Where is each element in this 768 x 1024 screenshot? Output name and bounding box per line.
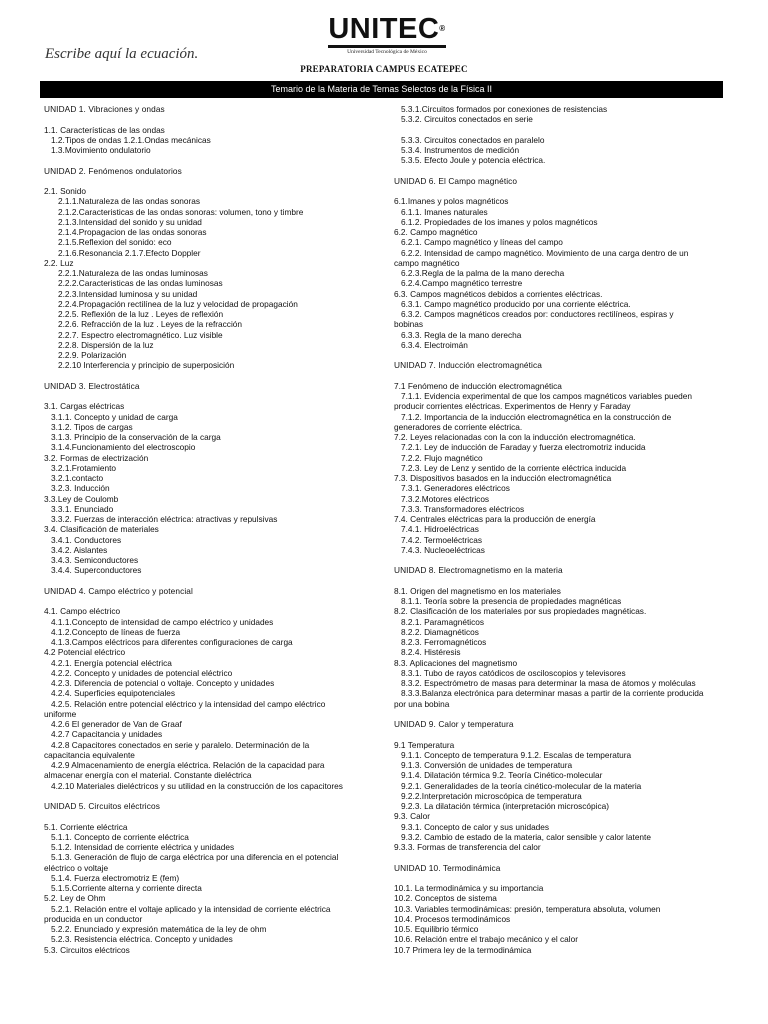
topic-line: 9.1 Temperatura — [394, 739, 455, 750]
topic-line: 9.1.3. Conversión de unidades de temperatura — [401, 760, 573, 770]
line-spacer — [44, 155, 389, 165]
topic-line: 7.3.1. Generadores eléctricos — [401, 483, 510, 494]
topic-line: 7.4. Centrales eléctricas para la producción de energía — [394, 514, 596, 524]
line-spacer — [394, 125, 734, 135]
topic-line: 6.2.4.Campo magnético terrestre — [401, 278, 523, 289]
topic-line: 6.1.1. Imanes naturales — [401, 206, 488, 217]
topic-line: 4.1.1.Concepto de intensidad de campo eléctrico y unidades — [51, 616, 274, 627]
line-spacer — [44, 371, 389, 381]
topic-line: 6.1.Imanes y polos magnéticos — [394, 196, 509, 207]
line-spacer — [44, 176, 389, 186]
unitec-logo — [318, 14, 456, 56]
unit-heading: UNIDAD 9. Calor y temperatura — [394, 719, 514, 729]
topic-line: 4.2.1. Energía potencial eléctrica — [51, 657, 172, 668]
topic-line: 2.2.5. Reflexión de la luz . Leyes de reflexión — [58, 309, 224, 319]
topic-line: 4.1.3.Campos eléctricos para diferentes configuraciones de carga — [51, 637, 293, 647]
topic-line: 3.1.4.Funcionamiento del electroscopio — [51, 442, 196, 453]
topic-line: 10.5. Equilibrio térmico — [394, 924, 479, 934]
topic-line: 2.2.10 Interferencia y principio de superposición — [58, 360, 235, 371]
topic-line: 7.2.2. Flujo magnético — [401, 452, 483, 463]
topic-line: 7.4.2. Termoeléctricas — [401, 534, 483, 545]
topic-line: 4.2.4. Superficies equipotenciales — [51, 688, 176, 699]
line-spacer — [394, 555, 734, 565]
topic-line: 2.1. Sonido — [44, 186, 86, 196]
topic-line: 9.3.1. Concepto de calor y sus unidades — [401, 821, 550, 832]
topic-line: generadores de corriente eléctrica. — [394, 421, 523, 432]
topic-line: 3.3.1. Enunciado — [51, 503, 114, 514]
topic-line: 2.1.5.Reflexion del sonido: eco — [58, 237, 172, 248]
topic-line: 6.2.3.Regla de la palma de la mano derecha — [401, 268, 565, 278]
topic-line: 5.1. Corriente eléctrica — [44, 821, 128, 832]
topic-line: 5.1.4. Fuerza electromotriz E (fem) — [51, 872, 180, 883]
topic-line: 3.1.3. Principio de la conservación de la carga — [51, 432, 221, 442]
topic-line: 1.1. Características de las ondas — [44, 124, 165, 135]
topic-line: 3.1.1. Concepto y unidad de carga — [51, 411, 178, 422]
topic-line: 9.1.4. Dilatación térmica 9.2. Teoría Cinético-molecular — [401, 770, 603, 781]
unit-heading: UNIDAD 1. Vibraciones y ondas — [44, 104, 165, 114]
topic-line: 5.2.1. Relación entre el voltaje aplicado y la intensidad de corriente eléctrica — [51, 903, 331, 914]
topic-line: 5.1.5.Corriente alterna y corriente directa — [51, 883, 202, 893]
topic-line: 9.3.3. Formas de transferencia del calor — [394, 842, 541, 852]
topic-line: 7.1.1. Evidencia experimental de que los campos magnéticos variables pueden — [401, 391, 693, 401]
topic-line: 2.2.4.Propagación rectilínea de la luz y velocidad de propagación — [58, 298, 298, 309]
topic-line: 4.1. Campo eléctrico — [44, 606, 121, 617]
topic-line: 2.2.7. Espectro electromagnético. Luz visible — [58, 329, 223, 340]
line-spacer — [394, 873, 734, 883]
unit-heading: UNIDAD 8. Electromagnetismo en la materia — [394, 565, 563, 576]
topic-line: 3.1.2. Tipos de cargas — [51, 421, 133, 432]
topic-line: 7.4.1. Hidroeléctricas — [401, 524, 479, 535]
topic-line: 1.3.Movimiento ondulatorio — [51, 145, 151, 155]
topic-line: 3.3.2. Fuerzas de interacción eléctrica: atractivas y repulsivas — [51, 514, 278, 524]
topic-line: almacenar energía con el material. Constante dieléctrica — [44, 770, 252, 781]
topic-line: 4.2.5. Relación entre potencial eléctrico y la intensidad del campo eléctrico — [51, 698, 326, 709]
topic-line: 8.1.1. Teoría sobre la presencia de propiedades magnéticas — [401, 596, 622, 606]
topic-line: 4.2.6 El generador de Van de Graaf — [51, 719, 182, 729]
logo-brand: UNITEC — [328, 13, 440, 45]
topic-line: 8.3. Aplicaciones del magnetismo — [394, 657, 518, 668]
line-spacer — [394, 729, 734, 739]
topic-line: 5.1.3. Generación de flujo de carga eléctrica por una diferencia en el potencial — [51, 852, 339, 863]
topic-line: 4.2.7 Capacitancia y unidades — [51, 729, 163, 740]
topic-line: producir corrientes eléctricas. Experimentos de Henry y Faraday — [394, 401, 631, 412]
topic-line: 10.4. Procesos termodinámicos — [394, 913, 511, 924]
line-spacer — [394, 852, 734, 862]
topic-line: 8.2.4. Histéresis — [401, 647, 461, 658]
logo-registered-mark: ® — [439, 24, 446, 33]
topic-line: 8.3.2. Espectrómetro de masas para determinar la masa de átomos y moléculas — [401, 678, 696, 688]
topic-line: 5.3. Circuitos eléctricos — [44, 944, 130, 955]
line-spacer — [394, 709, 734, 719]
topic-line: 6.3.3. Regla de la mano derecha — [401, 329, 522, 340]
logo-subtitle: Universidad Tecnológica de México — [347, 49, 427, 55]
topic-line: 4.2.3. Diferencia de potencial o voltaje. Concepto y unidades — [51, 678, 275, 688]
topic-line: 7.3.3. Transformadores eléctricos — [401, 503, 525, 514]
topic-line: 5.1.2. Intensidad de corriente eléctrica y unidades — [51, 842, 235, 852]
topic-line: 10.3. Variables termodinámicas: presión, temperatura absoluta, volumen — [394, 903, 661, 914]
unit-heading: UNIDAD 6. El Campo magnético — [394, 175, 518, 186]
topic-line: 7.3. Dispositivos basados en la inducción electromagnética — [394, 473, 612, 483]
unit-heading: UNIDAD 2. Fenómenos ondulatorios — [44, 165, 182, 176]
unit-heading: UNIDAD 4. Campo eléctrico y potencial — [44, 585, 193, 596]
topic-line: 4.2 Potencial eléctrico — [44, 647, 126, 658]
unit-heading: UNIDAD 5. Circuitos eléctricos — [44, 801, 160, 811]
topic-line: 2.2.8. Dispersión de la luz — [58, 339, 154, 350]
topic-line: 5.1.1. Concepto de corriente eléctrica — [51, 831, 189, 842]
topic-line: 5.2.3. Resistencia eléctrica. Concepto y unidades — [51, 934, 233, 945]
syllabus-banner: Temario de la Materia de Temas Selectos de la Física II — [40, 81, 723, 98]
topic-line: 2.1.2.Caracteristicas de las ondas sonoras: volumen, tono y timbre — [58, 206, 304, 217]
topic-line: 8.3.1. Tubo de rayos catódicos de osciloscopios y televisores — [401, 667, 626, 678]
topic-line: campo magnético — [394, 257, 460, 268]
topic-line: 8.3.3.Balanza electrónica para determinar masas a partir de la corriente producida — [401, 688, 704, 699]
topic-line: 2.2.9. Polarización — [58, 350, 127, 360]
topic-line: 7.1.2. Importancia de la inducción electromagnética en la construcción de — [401, 411, 672, 422]
topic-line: 4.2.2. Concepto y unidades de potencial eléctrico — [51, 667, 233, 678]
topic-line: eléctrico o voltaje — [44, 862, 109, 873]
topic-line: 7.2.3. Ley de Lenz y sentido de la corriente eléctrica inducida — [401, 462, 627, 473]
topic-line: 7.4.3. Nucleoeléctricas — [401, 544, 485, 555]
topic-line: 10.2. Conceptos de sistema — [394, 893, 497, 904]
topic-line: 10.1. La termodinámica y su importancia — [394, 883, 544, 893]
topic-line: 3.4.1. Conductores — [51, 534, 122, 545]
topic-line: 2.1.4.Propagacion de las ondas sonoras — [58, 227, 207, 237]
topic-line: capacitancia equivalente — [44, 749, 135, 760]
topic-line: 2.2.1.Naturaleza de las ondas luminosas — [58, 268, 208, 278]
topic-line: 2.2.6. Refracción de la luz . Leyes de la refracción — [58, 319, 243, 330]
topic-line: 2.1.1.Naturaleza de las ondas sonoras — [58, 196, 201, 207]
right-column — [394, 104, 734, 955]
equation-placeholder[interactable]: Escribe aquí la ecuación. — [45, 46, 199, 62]
topic-line: 2.2. Luz — [44, 257, 74, 268]
topic-line: 6.2. Campo magnético — [394, 227, 478, 237]
line-spacer — [44, 791, 389, 801]
topic-line: 5.3.3. Circuitos conectados en paralelo — [401, 134, 545, 145]
topic-line: 4.2.9 Almacenamiento de energía eléctrica. Relación de la capacidad para — [51, 760, 325, 770]
topic-line: 7.3.2.Motores eléctricos — [401, 493, 490, 504]
topic-line: 3.2.1.contacto — [51, 473, 104, 483]
line-spacer — [44, 576, 389, 586]
topic-line: 9.3.2. Cambio de estado de la materia, calor sensible y calor latente — [401, 831, 651, 842]
topic-line: 5.3.4. Instrumentos de medición — [401, 145, 520, 155]
line-spacer — [44, 391, 389, 401]
topic-line: 7.2. Leyes relacionadas con la con la inducción electromagnética. — [394, 432, 636, 442]
line-spacer — [44, 114, 389, 124]
topic-line: 7.1 Fenómeno de inducción electromagnética — [394, 380, 562, 391]
topic-line: 5.2.2. Enunciado y expresión matemática de la ley de ohm — [51, 924, 267, 934]
topic-line: 6.2.1. Campo magnético y líneas del campo — [401, 237, 563, 248]
line-spacer — [394, 186, 734, 196]
topic-line: 9.2.2.Interpretación microscópica de temperatura — [401, 790, 582, 801]
topic-line: 4.1.2.Concepto de líneas de fuerza — [51, 626, 181, 637]
line-spacer — [394, 576, 734, 586]
topic-line: 2.2.3.Intensidad luminosa y su unidad — [58, 288, 198, 299]
topic-line: 10.7 Primera ley de la termodinámica — [394, 944, 532, 955]
topic-line: 6.3. Campos magnéticos debidos a corrientes eléctricas. — [394, 288, 603, 299]
line-spacer — [394, 371, 734, 381]
left-column — [44, 104, 389, 955]
topic-line: 9.2.3. La dilatación térmica (interpretación microscópica) — [401, 801, 609, 811]
topic-line: uniforme — [44, 708, 77, 719]
topic-line: producida en un conductor — [44, 913, 143, 924]
topic-line: 9.2.1. Generalidades de la teoría cinético-molecular de la materia — [401, 780, 642, 791]
topic-line: 1.2.Tipos de ondas 1.2.1.Ondas mecánicas — [51, 134, 211, 145]
topic-line: 6.3.4. Electroimán — [401, 339, 468, 350]
topic-line: 3.2.3. Inducción — [51, 483, 110, 494]
logo-text — [318, 14, 456, 44]
topic-line: 2.2.2.Caracteristicas de las ondas luminosas — [58, 278, 223, 289]
line-spacer — [44, 811, 389, 821]
topic-line: 3.4.3. Semiconductores — [51, 555, 139, 565]
topic-line: 6.1.2. Propiedades de los imanes y polos magnéticos — [401, 216, 598, 227]
topic-line: por una bobina — [394, 698, 450, 709]
topic-line: 3.4.2. Aislantes — [51, 544, 108, 555]
topic-line: 9.1.1. Concepto de temperatura 9.1.2. Escalas de temperatura — [401, 749, 632, 760]
unit-heading: UNIDAD 10. Termodinámica — [394, 862, 501, 873]
topic-line: 3.3.Ley de Coulomb — [44, 493, 119, 504]
topic-line: 8.2.2. Diamagnéticos — [401, 626, 479, 637]
topic-line: 5.3.2. Circuitos conectados en serie — [401, 114, 533, 125]
topic-line: 2.1.3.Intensidad del sonido y su unidad — [58, 216, 202, 227]
line-spacer — [44, 596, 389, 606]
topic-line: 5.3.5. Efecto Joule y potencia eléctrica. — [401, 155, 546, 166]
unit-heading: UNIDAD 7. Inducción electromagnética — [394, 360, 542, 371]
topic-line: 5.3.1.Circuitos formados por conexiones de resistencias — [401, 104, 608, 114]
line-spacer — [394, 166, 734, 176]
topic-line: 8.2. Clasificación de los materiales por sus propiedades magnéticas. — [394, 606, 647, 617]
topic-line: 3.4. Clasificación de materiales — [44, 524, 159, 535]
topic-line: 7.2.1. Ley de inducción de Faraday y fuerza electromotriz inducida — [401, 442, 646, 453]
topic-line: 8.2.1. Paramagnéticos — [401, 616, 485, 627]
topic-line: 6.3.2. Campos magnéticos creados por: conductores rectilíneos, espiras y — [401, 309, 674, 319]
topic-line: 8.1. Origen del magnetismo en los materiales — [394, 585, 561, 596]
campus-title: PREPARATORIA CAMPUS ECATEPEC — [300, 64, 468, 74]
topic-line: 3.2.1.Frotamiento — [51, 462, 117, 473]
topic-line: 4.2.8 Capacitores conectados en serie y paralelo. Determinación de la — [51, 739, 310, 750]
topic-line: 5.2. Ley de Ohm — [44, 893, 106, 904]
logo-divider — [328, 45, 446, 48]
topic-line: 10.6. Relación entre el trabajo mecánico y el calor — [394, 934, 579, 945]
line-spacer — [394, 350, 734, 360]
topic-line: 2.1.6.Resonancia 2.1.7.Efecto Doppler — [58, 247, 201, 258]
topic-line: 6.2.2. Intensidad de campo magnético. Movimiento de una carga dentro de un — [401, 247, 689, 258]
topic-line: 4.2.10 Materiales dieléctricos y su utilidad en la construcción de los capacitores — [51, 780, 343, 791]
topic-line: 3.1. Cargas eléctricas — [44, 401, 125, 412]
topic-line: 9.3. Calor — [394, 811, 430, 822]
topic-line: bobinas — [394, 319, 424, 330]
unit-heading: UNIDAD 3. Electrostática — [44, 380, 140, 391]
topic-line: 6.3.1. Campo magnético producido por una corriente eléctrica. — [401, 298, 631, 309]
topic-line: 3.2. Formas de electrización — [44, 452, 149, 463]
topic-line: 8.2.3. Ferromagnéticos — [401, 637, 487, 647]
topic-line: 3.4.4. Superconductores — [51, 565, 142, 576]
